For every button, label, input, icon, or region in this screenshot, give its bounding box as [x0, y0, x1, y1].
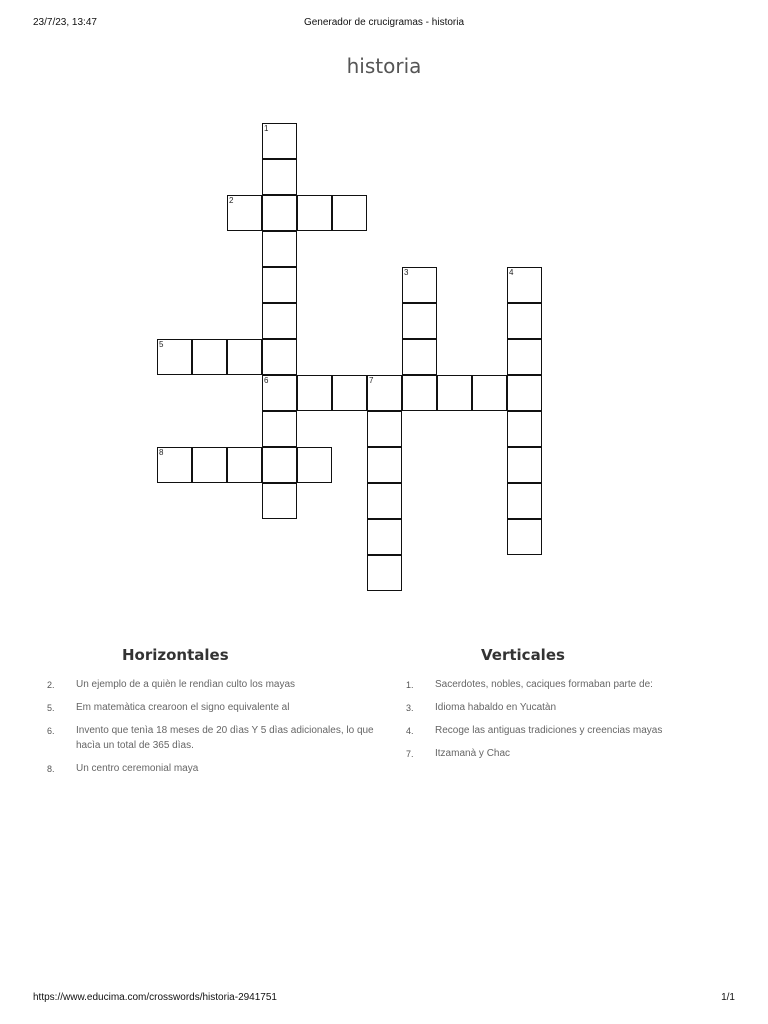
print-page-count: 1/1 [721, 992, 735, 1003]
cell-number: 5 [159, 340, 164, 349]
clue-item [406, 746, 706, 761]
crossword-cell [507, 483, 542, 519]
crossword-cell [332, 195, 367, 231]
clue-item [47, 677, 377, 692]
clue-text: Itzamanà y Chac [435, 748, 511, 759]
crossword-cell [507, 411, 542, 447]
vertical-clue-list [406, 677, 706, 769]
crossword-cell [402, 303, 437, 339]
clue-text: Invento que tenìa 18 meses de 20 dìas Y 5 dìas adicionales, lo que hacìa un total de 365 dìas. [76, 725, 374, 751]
clue-number: 2. [47, 680, 55, 690]
clue-number: 5. [47, 703, 55, 713]
crossword-cell [507, 303, 542, 339]
print-datetime: 23/7/23, 13:47 [33, 17, 97, 28]
clue-text: Recoge las antiguas tradiciones y creencias mayas [435, 725, 663, 736]
cell-number: 4 [509, 268, 514, 277]
crossword-cell [262, 483, 297, 519]
crossword-cell [367, 483, 402, 519]
crossword-cell [402, 375, 437, 411]
crossword-cell [262, 123, 297, 159]
crossword-cell [262, 267, 297, 303]
crossword-cell [402, 267, 437, 303]
crossword-cell [402, 339, 437, 375]
clue-number: 4. [406, 726, 414, 736]
crossword-cell [507, 267, 542, 303]
clue-text: Un centro ceremonial maya [76, 763, 199, 774]
clue-number: 8. [47, 764, 55, 774]
crossword-cell [262, 411, 297, 447]
cell-number: 3 [404, 268, 409, 277]
vertical-clues-title: Verticales [481, 646, 565, 664]
clue-number: 3. [406, 703, 414, 713]
crossword-cell [262, 195, 297, 231]
crossword-cell [192, 339, 227, 375]
clue-item [406, 700, 706, 715]
clue-item [406, 677, 706, 692]
clue-text: Idioma habaldo en Yucatàn [435, 702, 557, 713]
crossword-cell [297, 375, 332, 411]
crossword-cell [262, 159, 297, 195]
horizontal-clue-list [47, 677, 377, 784]
crossword-cell [157, 447, 192, 483]
crossword-cell [367, 447, 402, 483]
clue-number: 1. [406, 680, 414, 690]
puzzle-title: historia [346, 54, 422, 78]
horizontal-clues-title: Horizontales [122, 646, 229, 664]
crossword-cell [157, 339, 192, 375]
crossword-cell [262, 339, 297, 375]
crossword-cell [262, 447, 297, 483]
crossword-cell [192, 447, 227, 483]
crossword-cell [227, 195, 262, 231]
cell-number: 2 [229, 196, 234, 205]
print-url: https://www.educima.com/crosswords/historia-2941751 [33, 992, 277, 1003]
crossword-cell [297, 447, 332, 483]
crossword-cell [507, 339, 542, 375]
clue-item [47, 700, 377, 715]
clue-item [47, 761, 377, 776]
clue-text: Un ejemplo de a quièn le rendìan culto los mayas [76, 679, 296, 690]
crossword-cell [227, 447, 262, 483]
print-page-title: Generador de crucigramas - historia [303, 17, 465, 28]
crossword-cell [262, 375, 297, 411]
crossword-cell [367, 411, 402, 447]
clue-item [47, 723, 377, 753]
crossword-cell [262, 303, 297, 339]
cell-number: 7 [369, 376, 374, 385]
clue-number: 7. [406, 749, 414, 759]
clue-text: Em matemàtica crearoon el signo equivalente al [76, 702, 290, 713]
cell-number: 6 [264, 376, 269, 385]
cell-number: 1 [264, 124, 269, 133]
crossword-cell [507, 375, 542, 411]
crossword-cell [472, 375, 507, 411]
crossword-cell [507, 447, 542, 483]
crossword-cell [367, 555, 402, 591]
crossword-cell [332, 375, 367, 411]
crossword-cell [297, 195, 332, 231]
clue-item [406, 723, 706, 738]
clue-text: Sacerdotes, nobles, caciques formaban parte de: [435, 679, 653, 690]
crossword-cell [507, 519, 542, 555]
crossword-cell [367, 519, 402, 555]
cell-number: 8 [159, 448, 164, 457]
crossword-cell [262, 231, 297, 267]
crossword-cell [437, 375, 472, 411]
crossword-cell [227, 339, 262, 375]
crossword-cell [367, 375, 402, 411]
clue-number: 6. [47, 726, 55, 736]
